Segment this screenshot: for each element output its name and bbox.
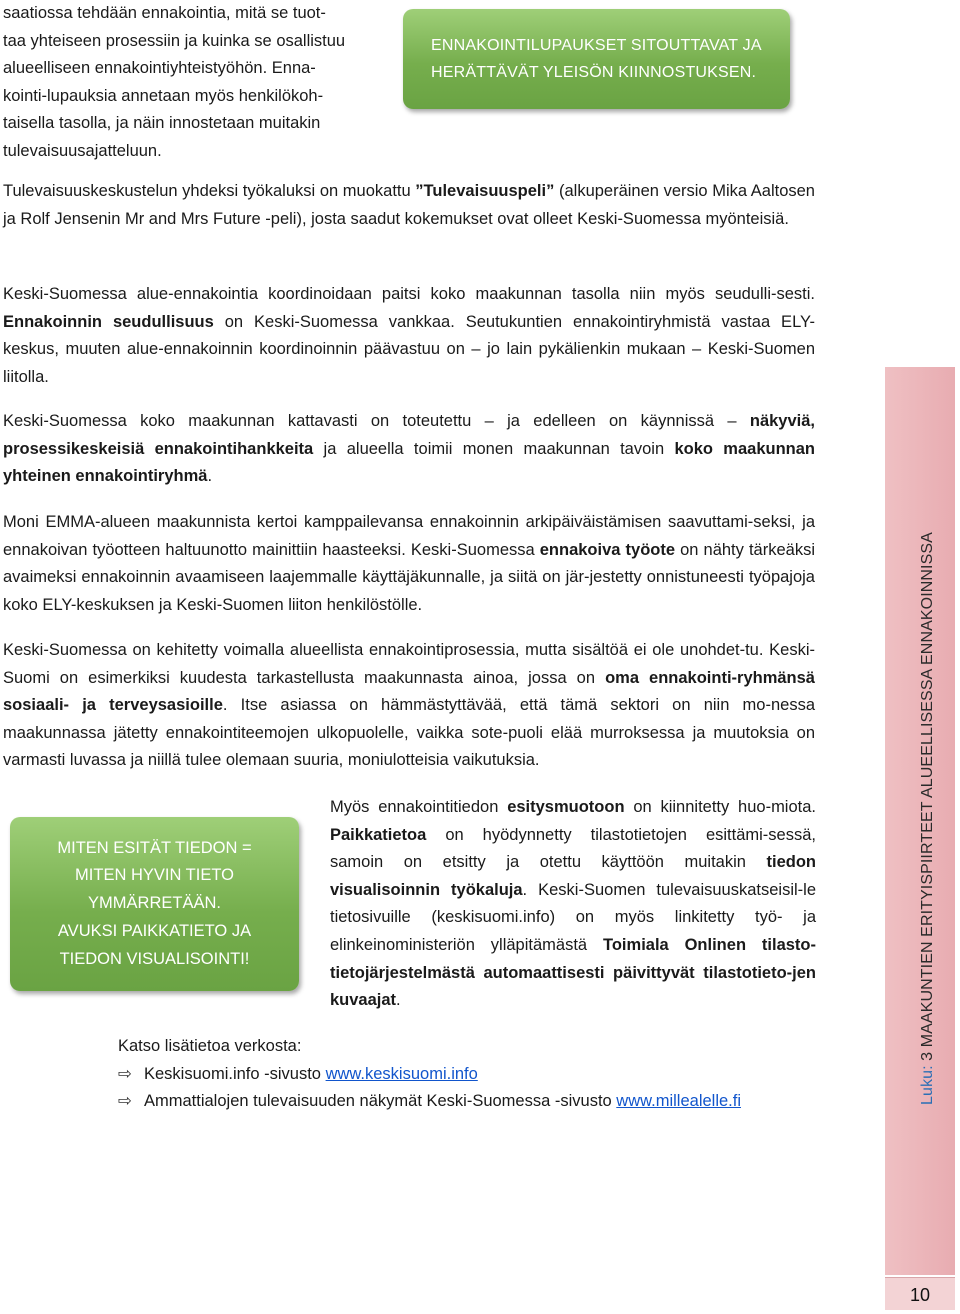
- top-paragraph-line: tulevaisuusajatteluun.: [3, 141, 162, 160]
- millealelle-link[interactable]: www.millealelle.fi: [616, 1092, 741, 1111]
- bold-text: tiedon visualisoinnin työkaluja: [330, 853, 816, 899]
- paragraph-text: .: [396, 991, 401, 1010]
- top-paragraph-line: taisella tasolla, ja näin innostetaan muitakin: [3, 114, 321, 133]
- paragraph-sote: [3, 637, 815, 775]
- paragraph-text: Keski-Suomessa on kehitetty voimalla alueellista ennakointiprosessia, mutta sisältöä ei ole unohdet-tu. Keski-Suomi on esimerkiksi kuudesta tarkastellusta maakunnasta ainoa, jossa on: [3, 641, 815, 687]
- paragraph-text: .: [207, 467, 213, 486]
- links-heading: Katso lisätietoa verkosta:: [118, 1037, 302, 1055]
- top-paragraph-line: kointi-lupauksia annetaan myös henkilökoh-: [3, 86, 324, 105]
- bold-text: näkyviä, prosessikeskeisiä ennakointihankkeita: [3, 412, 815, 458]
- paragraph-emma: [3, 509, 815, 619]
- paragraph-text: . Itse asiassa on hämmästyttävää, että tämä sektori on niin mo-nessa maakunnassa jätetty ennakointiteemojen ulkopuolelle, vaikka sote-puoli elää murroksessa ja muutoksia on varmasti luvassa ja niillä tulee olemaan suuria, moniulotteisia vaikutuksia.: [3, 696, 815, 770]
- bold-text: ennakoiva työote: [539, 540, 676, 559]
- top-paragraph-line: alueelliseen ennakointiyhteistyöhön. Enna-: [3, 59, 316, 78]
- callout-line: HERÄTTÄVÄT YLEISÖN KIINNOSTUKSEN.: [431, 64, 757, 81]
- paragraph-text: Keski-Suomessa koko maakunnan kattavasti on toteutettu – ja edelleen on käynnissä –: [3, 412, 750, 430]
- arrow-right-icon: ⇨: [118, 1092, 132, 1111]
- bold-text: Toimiala Onlinen tilasto-tietojärjestelmästä automaattisesti päivittyvät tilastotieto-jen kuvaajat: [330, 935, 816, 1010]
- paragraph-text: on nähty tärkeäksi avaimeksi ennakoinnin avaamiseen laajemmalle käyttäjäkunnalle, ja siitä on jär-jestetty onnistuneesti työpajoja koko ELY-keskuksen ja Keski-Suomen liiton henkilöstölle.: [3, 540, 815, 614]
- callout-line: AVUKSI PAIKKATIETO JA: [57, 921, 252, 940]
- bold-text: esitysmuotoon: [507, 798, 625, 816]
- paragraph-text: Tulevaisuuskeskustelun yhdeksi työkaluksi on muokattu: [3, 182, 416, 200]
- top-paragraph: [3, 0, 383, 166]
- top-paragraph-line: taa yhteiseen prosessiin ja kuinka se osallistuu: [3, 31, 346, 50]
- paragraph-coordination: [3, 281, 815, 391]
- paragraph-text: Moni EMMA-alueen maakunnista kertoi kamppailevansa ennakoinnin arkipäiväistämisen saavuttami-seksi, ja ennakoivan työotteen haltuunotto mainittiin haasteeksi. Keski-Suomessa: [3, 513, 815, 559]
- paragraph-text: on Keski-Suomessa vankkaa. Seutukuntien ennakointiryhmistä vastaa ELY-keskus, muuten alue-ennakoinnin koordinoinnin päävastuu on – jo lain pykälienkin mukaan – Keski-Suomen liitolla.: [3, 312, 816, 386]
- page-number: 10: [885, 1277, 955, 1310]
- bold-text: Paikkatietoa: [330, 825, 427, 844]
- top-paragraph-line: saatiossa tehdään ennakointia, mitä se tuot-: [3, 4, 326, 22]
- paragraph-text: Myös ennakointitiedon: [330, 798, 508, 816]
- bold-text: oma ennakointi-ryhmänsä sosiaali- ja terveysasioille: [3, 668, 815, 715]
- callout-line: YMMÄRRETÄÄN.: [88, 894, 221, 913]
- callout-box-visualisation: [10, 817, 299, 991]
- link-list-item: [118, 1061, 858, 1089]
- paragraph-presentation: [330, 794, 816, 1015]
- keskisuomi-link[interactable]: www.keskisuomi.info: [325, 1064, 478, 1083]
- paragraph-text: (alkuperäinen versio Mika Aaltosen ja Rolf Jensenin Mr and Mrs Future -peli), josta saadut kokemukset ovat olleet Keski-Suomessa myönteisiä.: [3, 182, 815, 228]
- arrow-right-icon: ⇨: [118, 1064, 132, 1083]
- paragraph-text: on kiinnitetty huo-miota.: [624, 798, 816, 816]
- paragraph-text: . Keski-Suomen tulevaisuuskatseisil-le tietosivuille (keskisuomi.info) on myös linkitetty työ- ja elinkeinoministeriön ylläpitämästä: [330, 880, 816, 954]
- link-list-item: [118, 1088, 858, 1116]
- bold-text: Ennakoinnin seudullisuus: [3, 312, 214, 331]
- callout-line: TIEDON VISUALISOINTI!: [59, 949, 250, 968]
- chapter-prefix: Luku:: [919, 1060, 936, 1105]
- bold-text: ”Tulevaisuuspeli”: [415, 182, 555, 200]
- paragraph-text: Keski-Suomessa alue-ennakointia koordinoidaan paitsi koko maakunnan tasolla niin myös seudulli-sesti.: [3, 285, 815, 303]
- callout-box-pledges: [403, 9, 790, 109]
- link-item-label: Keskisuomi.info -sivusto: [144, 1064, 326, 1083]
- callout-line: ENNAKOINTILUPAUKSET SITOUTTAVAT JA: [431, 37, 762, 54]
- links-section: [118, 1033, 858, 1116]
- link-item-label: Ammattialojen tulevaisuuden näkymät Keski-Suomessa -sivusto: [144, 1092, 617, 1111]
- bold-text: koko maakunnan yhteinen ennakointiryhmä: [3, 439, 815, 486]
- chapter-title-vertical: [919, 532, 937, 1105]
- paragraph-tulevaisuuspeli: [3, 178, 815, 233]
- callout-line: MITEN HYVIN TIETO: [75, 866, 234, 885]
- chapter-title: 3 MAAKUNTIEN ERITYISPIIRTEET ALUEELLISESSA ENNAKOINNISSA: [919, 532, 936, 1061]
- paragraph-text: ja alueella toimii monen maakunnan tavoin: [313, 439, 675, 458]
- paragraph-text: on hyödynnetty tilastotietojen esittämi-sessä, samoin on etsitty ja otettu käyttöön muitakin: [330, 825, 816, 872]
- paragraph-projects: [3, 408, 815, 491]
- callout-line: MITEN ESITÄT TIEDON =: [57, 838, 252, 857]
